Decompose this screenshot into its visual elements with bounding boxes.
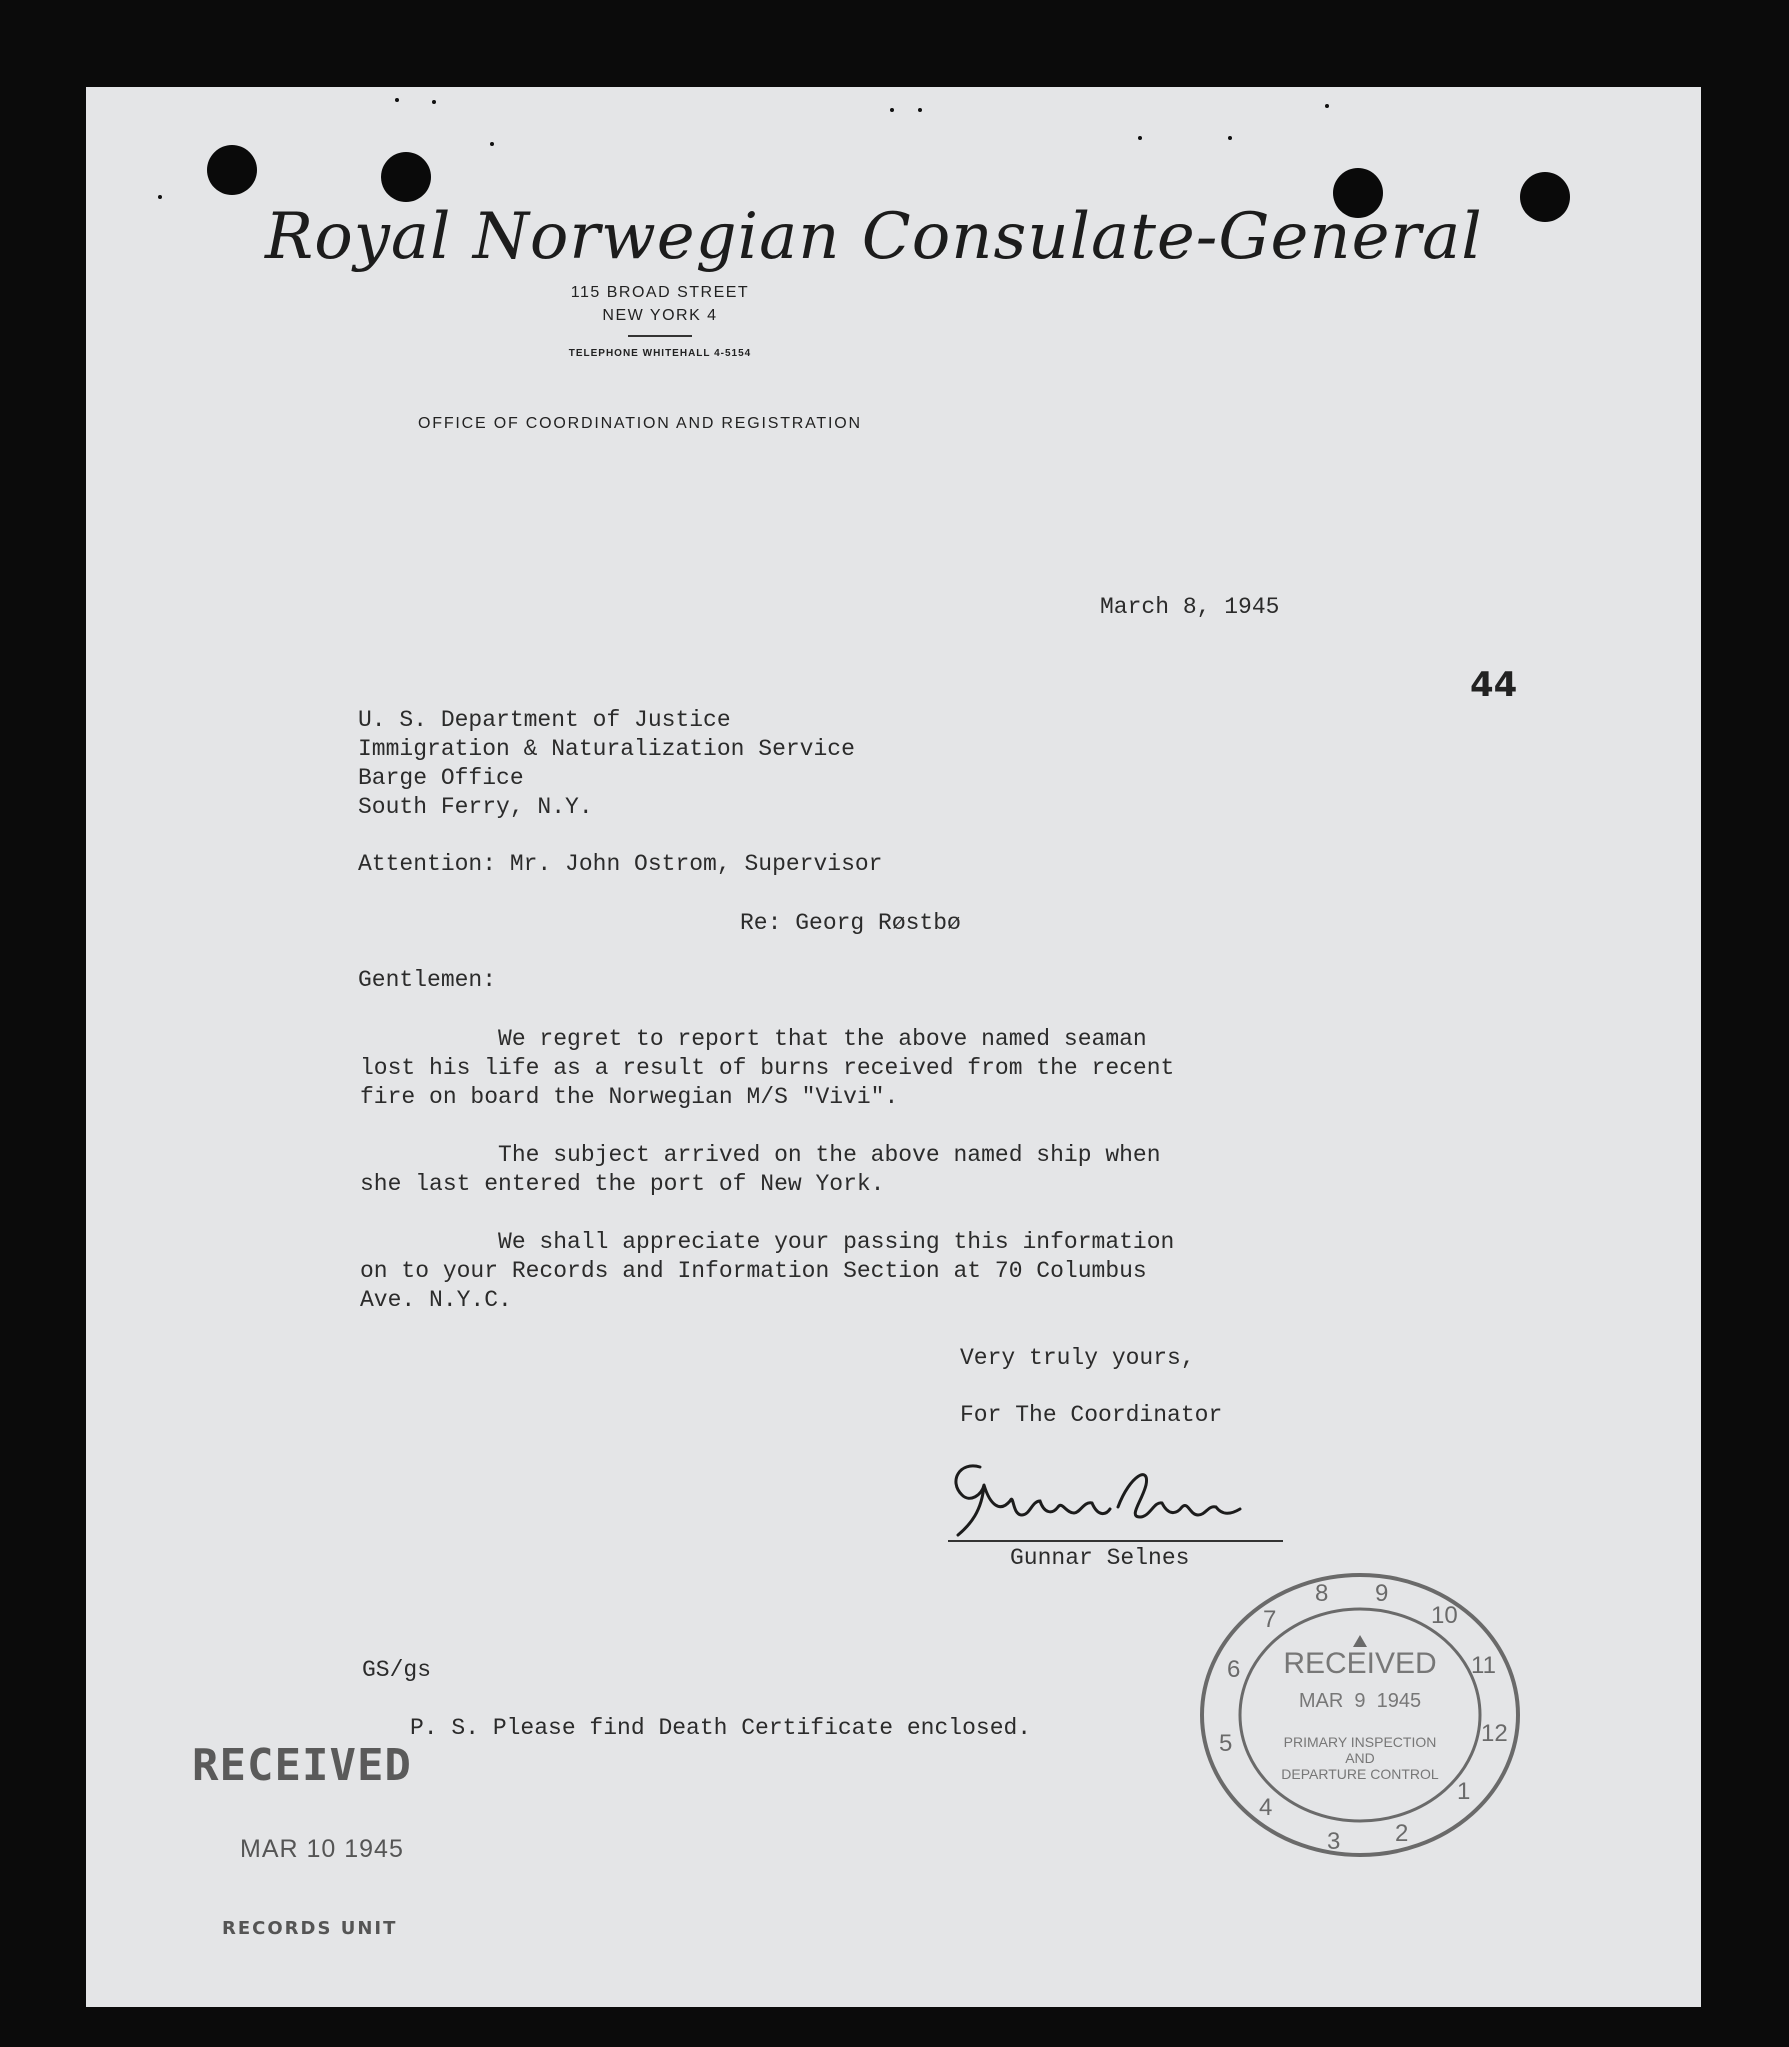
received-seal-stamp bbox=[1195, 1565, 1525, 1865]
attention-line: Attention: Mr. John Ostrom, Supervisor bbox=[358, 851, 883, 877]
speck bbox=[1138, 136, 1142, 140]
body-line: fire on board the Norwegian M/S "Vivi". bbox=[360, 1084, 899, 1110]
closing: Very truly yours, bbox=[960, 1345, 1195, 1371]
seal-hour: 3 bbox=[1327, 1828, 1341, 1855]
seal-hour: 5 bbox=[1219, 1730, 1233, 1757]
initials: GS/gs bbox=[362, 1657, 432, 1683]
letter-date: March 8, 1945 bbox=[1100, 594, 1280, 620]
seal-hour: 7 bbox=[1263, 1606, 1277, 1633]
recipient-line: South Ferry, N.Y. bbox=[358, 794, 593, 820]
seal-line1: PRIMARY INSPECTION bbox=[1283, 1734, 1437, 1750]
seal-hour: 12 bbox=[1481, 1720, 1508, 1747]
seal-hour: 6 bbox=[1227, 1656, 1241, 1683]
letterhead-office: OFFICE OF COORDINATION AND REGISTRATION bbox=[418, 415, 862, 432]
punch-hole bbox=[207, 145, 257, 195]
body-line: We shall appreciate your passing this information bbox=[360, 1229, 1175, 1255]
punch-hole bbox=[381, 152, 431, 202]
postscript: P. S. Please find Death Certificate enclosed. bbox=[410, 1715, 1032, 1741]
handwritten-signature bbox=[940, 1455, 1280, 1550]
recipient-line: Immigration & Naturalization Service bbox=[358, 736, 855, 762]
seal-line3: DEPARTURE CONTROL bbox=[1281, 1766, 1439, 1782]
body-line: The subject arrived on the above named ship when bbox=[360, 1142, 1161, 1168]
punch-hole bbox=[1520, 172, 1570, 222]
speck bbox=[490, 142, 494, 146]
signature-name: Gunnar Selnes bbox=[1010, 1545, 1190, 1571]
letterhead-city: NEW YORK 4 bbox=[602, 307, 718, 324]
letterhead-divider bbox=[628, 335, 692, 337]
letterhead-telephone: TELEPHONE WHITEHALL 4-5154 bbox=[568, 348, 752, 359]
letterhead-street: 115 BROAD STREET bbox=[570, 284, 750, 301]
seal-label: RECEIVED bbox=[1283, 1647, 1437, 1680]
signature-line bbox=[948, 1540, 1283, 1542]
speck bbox=[395, 98, 399, 102]
seal-date: MAR 9 1945 bbox=[1298, 1690, 1422, 1712]
received-stamp-label: RECEIVED bbox=[192, 1740, 412, 1791]
body-line: lost his life as a result of burns received from the recent bbox=[360, 1055, 1175, 1081]
seal-hour: 1 bbox=[1457, 1778, 1471, 1805]
body-line: she last entered the port of New York. bbox=[360, 1171, 885, 1197]
speck bbox=[1325, 104, 1329, 108]
body-line: We regret to report that the above named seaman bbox=[360, 1026, 1147, 1052]
letterhead-title: Royal Norwegian Consulate-General bbox=[265, 200, 1483, 274]
received-stamp-date: MAR 10 1945 bbox=[240, 1835, 404, 1863]
body-line: on to your Records and Information Section at 70 Columbus bbox=[360, 1258, 1147, 1284]
file-number: 44 bbox=[1470, 665, 1518, 705]
recipient-line: Barge Office bbox=[358, 765, 524, 791]
speck bbox=[890, 108, 894, 112]
body-line: Ave. N.Y.C. bbox=[360, 1287, 512, 1313]
speck bbox=[918, 108, 922, 112]
received-stamp-unit: RECORDS UNIT bbox=[222, 1918, 398, 1939]
seal-hour: 10 bbox=[1431, 1602, 1458, 1629]
seal-line2: AND bbox=[1345, 1750, 1375, 1766]
recipient-line: U. S. Department of Justice bbox=[358, 707, 731, 733]
re-line: Re: Georg Røstbø bbox=[740, 910, 961, 936]
seal-hour: 9 bbox=[1375, 1580, 1389, 1607]
for-line: For The Coordinator bbox=[960, 1402, 1223, 1428]
seal-hour: 2 bbox=[1395, 1820, 1409, 1847]
speck bbox=[158, 195, 162, 199]
speck bbox=[432, 100, 436, 104]
seal-hour: 8 bbox=[1315, 1580, 1329, 1607]
speck bbox=[1228, 136, 1232, 140]
salutation: Gentlemen: bbox=[358, 967, 497, 993]
seal-hour: 11 bbox=[1471, 1652, 1496, 1679]
seal-hour: 4 bbox=[1259, 1794, 1273, 1821]
